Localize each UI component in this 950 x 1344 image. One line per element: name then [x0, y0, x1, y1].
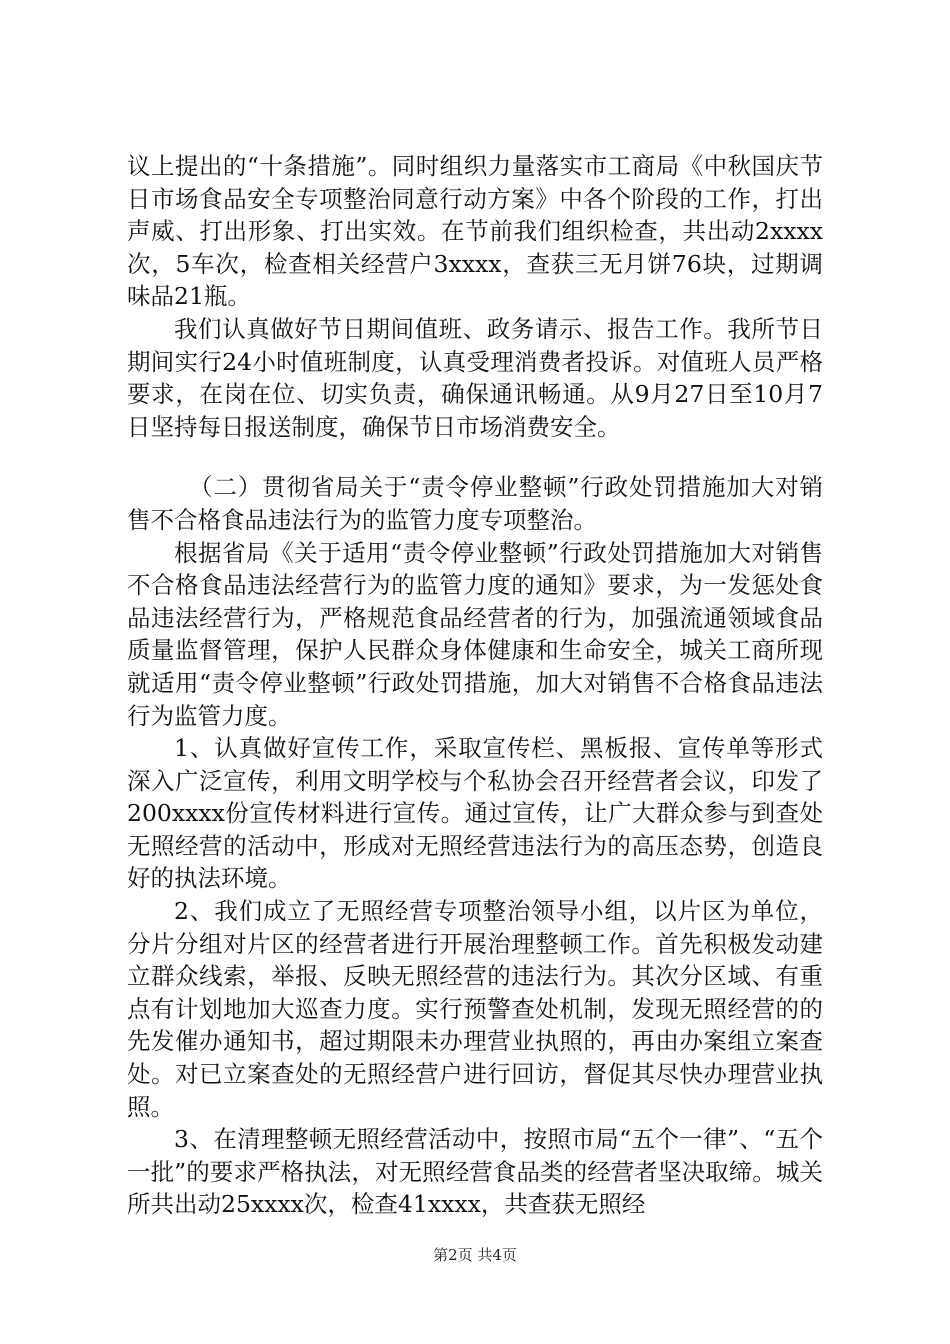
paragraph-continuation: 议上提出的“十条措施”。同时组织力量落实市工商局《中秋国庆节日市场食品安全专项整治同意行动方案》中各个阶段的工作，打出声威、打出形象、打出实效。在节前我们组织检查，共出动2xxxx次，5车次，检查相关经营户3xxxx，查获三无月饼76块，过期调味品21瓶。 — [127, 152, 823, 311]
document-body — [127, 150, 823, 1221]
paragraph-item-3: 3、在清理整顿无照经营活动中，按照市局“五个一律”、“五个一批”的要求严格执法，对无照经营食品类的经营者坚决取缔。城关所共出动25xxxx次，检查41xxxx，共查获无照经 — [127, 1125, 823, 1219]
section-heading-two: （二）贯彻省局关于“责令停业整顿”行政处罚措施加大对销售不合格食品违法行为的监管力度专项整治。 — [127, 473, 823, 534]
page-number-footer: 第2页 共4页 — [433, 1246, 517, 1264]
paragraph-item-2: 2、我们成立了无照经营专项整治领导小组，以片区为单位，分片分组对片区的经营者进行开展治理整顿工作。首先积极发动建立群众线索，举报、反映无照经营的违法行为。其次分区域、有重点有计划地加大巡查力度。实行预警查处机制，发现无照经营的的先发催办通知书，超过期限未办理营业执照的，再由办案组立案查处。对已立案查处的无照经营户进行回访，督促其尽快办理营业执照。 — [127, 897, 823, 1121]
paragraph-spacer — [127, 443, 823, 471]
paragraph-item-1: 1、认真做好宣传工作，采取宣传栏、黑板报、宣传单等形式深入广泛宣传，利用文明学校与个私协会召开经营者会议，印发了200xxxx份宣传材料进行宣传。通过宣传，让广大群众参与到查处无照经营的活动中，形成对无照经营违法行为的高压态势，创造良好的执法环境。 — [127, 734, 823, 893]
paragraph-holiday-duty: 我们认真做好节日期间值班、政务请示、报告工作。我所节日期间实行24小时值班制度，认真受理消费者投诉。对值班人员严格要求，在岗在位、切实负责，确保通讯畅通。从9月27日至10月7日坚持每日报送制度，确保节日市场消费安全。 — [127, 314, 823, 441]
paragraph-notice-basis: 根据省局《关于适用“责令停业整顿”行政处罚措施加大对销售不合格食品违法经营行为的监管力度的通知》要求，为一发惩处食品违法经营行为，严格规范食品经营者的行为，加强流通领域食品质量监督管理，保护人民群众身体健康和生命安全，城关工商所现就适用“责令停业整顿”行政处罚措施，加大对销售不合格食品违法行为监管力度。 — [127, 538, 823, 730]
